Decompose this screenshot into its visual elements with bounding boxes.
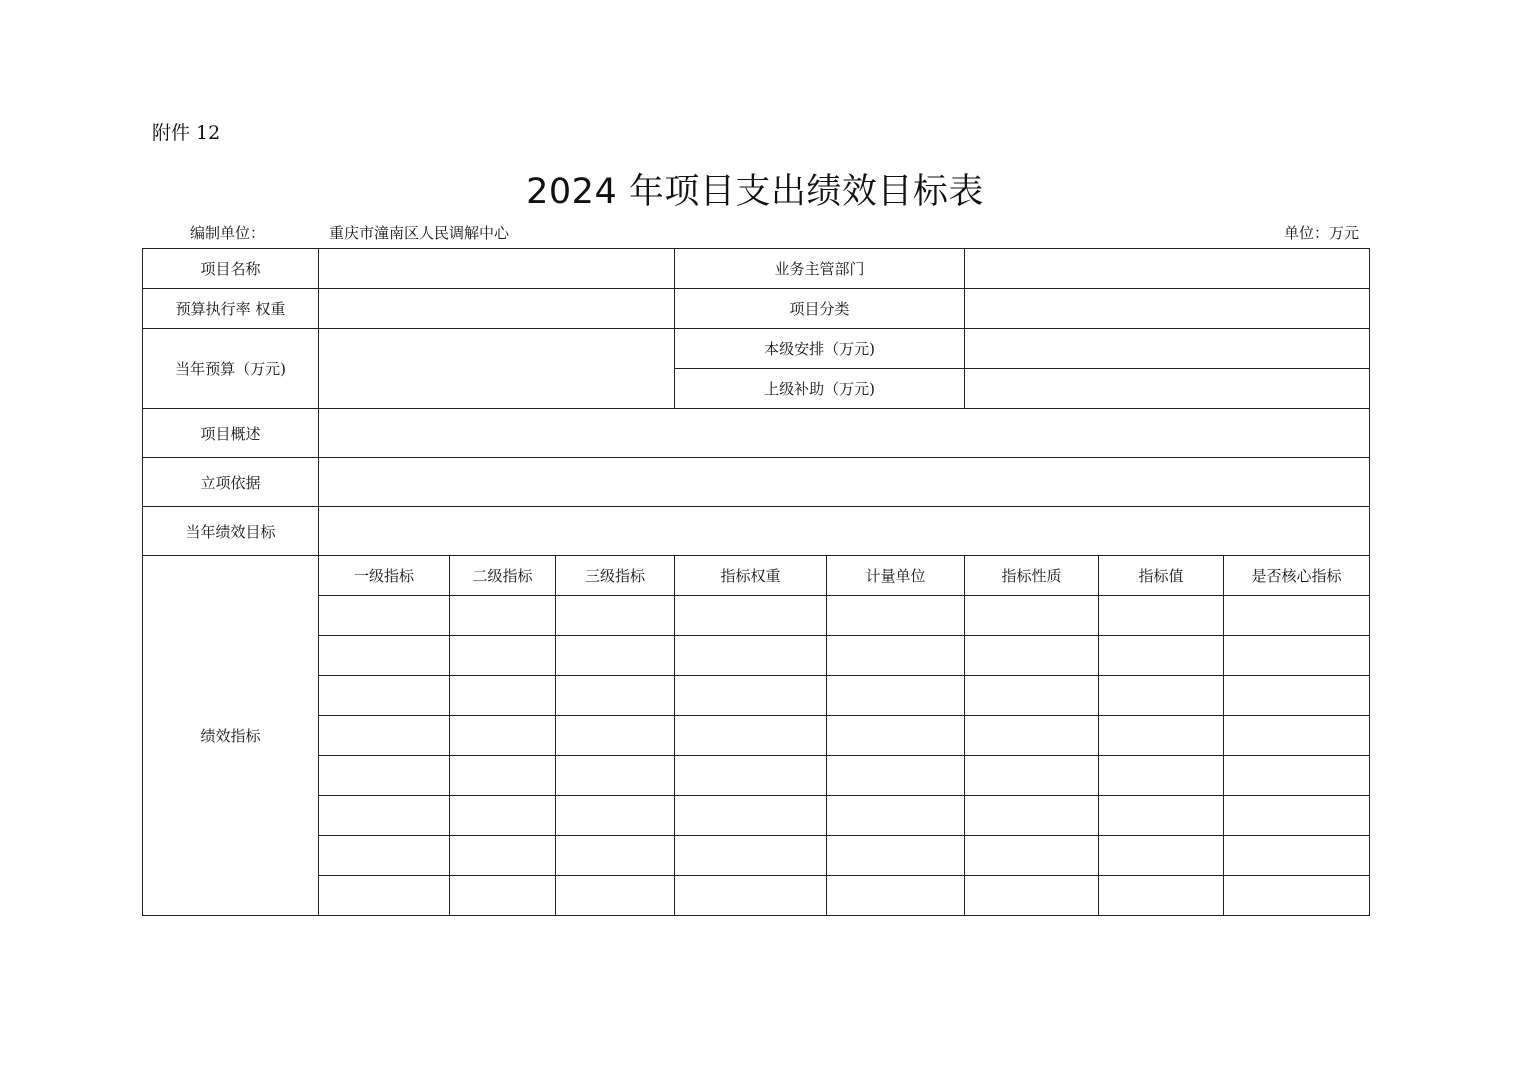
- indicator-cell[interactable]: [965, 796, 1099, 836]
- indicator-cell[interactable]: [827, 836, 965, 876]
- indicator-cell[interactable]: [1224, 876, 1370, 916]
- indicator-cell[interactable]: [827, 796, 965, 836]
- indicator-row: [143, 796, 1370, 836]
- overview-label: 项目概述: [143, 409, 319, 458]
- annual-budget-label: 当年预算（万元): [143, 329, 319, 409]
- column-header: 三级指标: [556, 556, 675, 596]
- superior-subsidy-label: 上级补助（万元): [675, 369, 965, 409]
- column-header: 指标权重: [675, 556, 827, 596]
- column-header: 计量单位: [827, 556, 965, 596]
- indicator-cell[interactable]: [965, 636, 1099, 676]
- indicator-cell[interactable]: [965, 876, 1099, 916]
- indicators-label: 绩效指标: [143, 556, 319, 916]
- indicator-cell[interactable]: [319, 636, 450, 676]
- indicator-cell[interactable]: [450, 836, 556, 876]
- indicator-row: [143, 836, 1370, 876]
- indicator-cell[interactable]: [450, 636, 556, 676]
- indicator-cell[interactable]: [556, 756, 675, 796]
- annual-goal-field[interactable]: [319, 507, 1370, 556]
- project-name-field[interactable]: [319, 249, 675, 289]
- indicator-cell[interactable]: [556, 716, 675, 756]
- indicator-cell[interactable]: [450, 876, 556, 916]
- indicator-cell[interactable]: [965, 676, 1099, 716]
- indicator-row: [143, 716, 1370, 756]
- indicator-cell[interactable]: [1099, 636, 1224, 676]
- indicator-row: [143, 596, 1370, 636]
- indicator-cell[interactable]: [450, 596, 556, 636]
- column-header: 指标性质: [965, 556, 1099, 596]
- indicator-cell[interactable]: [675, 876, 827, 916]
- indicator-cell[interactable]: [675, 756, 827, 796]
- indicator-cell[interactable]: [319, 836, 450, 876]
- indicator-cell[interactable]: [1099, 716, 1224, 756]
- category-field[interactable]: [965, 289, 1370, 329]
- indicator-row: [143, 636, 1370, 676]
- indicator-cell[interactable]: [450, 716, 556, 756]
- org-value: 重庆市潼南区人民调解中心: [329, 224, 510, 242]
- indicator-cell[interactable]: [556, 596, 675, 636]
- indicator-cell[interactable]: [675, 796, 827, 836]
- indicator-cell[interactable]: [1224, 636, 1370, 676]
- indicator-row: [143, 876, 1370, 916]
- indicator-cell[interactable]: [1224, 676, 1370, 716]
- indicator-cell[interactable]: [319, 796, 450, 836]
- indicator-cell[interactable]: [1224, 836, 1370, 876]
- superior-subsidy-field[interactable]: [965, 369, 1370, 409]
- indicator-cell[interactable]: [827, 596, 965, 636]
- indicator-cell[interactable]: [450, 676, 556, 716]
- indicator-cell[interactable]: [556, 836, 675, 876]
- attachment-label: 附件 12: [152, 122, 221, 144]
- indicator-row: [143, 756, 1370, 796]
- indicator-cell[interactable]: [965, 716, 1099, 756]
- column-header: 指标值: [1099, 556, 1224, 596]
- indicator-row: [143, 676, 1370, 716]
- unit-label: 单位：万元: [1283, 224, 1359, 242]
- category-label: 项目分类: [675, 289, 965, 329]
- indicator-cell[interactable]: [319, 876, 450, 916]
- indicator-cell[interactable]: [965, 596, 1099, 636]
- indicator-cell[interactable]: [1099, 676, 1224, 716]
- indicator-cell[interactable]: [675, 716, 827, 756]
- indicator-cell[interactable]: [556, 636, 675, 676]
- indicator-cell[interactable]: [319, 596, 450, 636]
- indicator-cell[interactable]: [827, 716, 965, 756]
- department-label: 业务主管部门: [675, 249, 965, 289]
- local-arrangement-field[interactable]: [965, 329, 1370, 369]
- department-field[interactable]: [965, 249, 1370, 289]
- indicator-cell[interactable]: [450, 756, 556, 796]
- indicator-cell[interactable]: [556, 796, 675, 836]
- indicator-cell[interactable]: [319, 756, 450, 796]
- indicator-cell[interactable]: [827, 676, 965, 716]
- page-title: 2024 年项目支出绩效目标表: [526, 172, 984, 212]
- indicator-cell[interactable]: [1224, 756, 1370, 796]
- indicator-cell[interactable]: [827, 756, 965, 796]
- indicator-cell[interactable]: [556, 876, 675, 916]
- indicator-cell[interactable]: [1099, 836, 1224, 876]
- performance-goal-table: [142, 248, 1370, 916]
- indicator-cell[interactable]: [1099, 756, 1224, 796]
- column-header: 一级指标: [319, 556, 450, 596]
- indicator-cell[interactable]: [675, 836, 827, 876]
- budget-rate-field[interactable]: [319, 289, 675, 329]
- indicator-cell[interactable]: [1099, 876, 1224, 916]
- indicator-cell[interactable]: [319, 676, 450, 716]
- indicator-cell[interactable]: [1224, 796, 1370, 836]
- indicator-cell[interactable]: [675, 676, 827, 716]
- column-header: 是否核心指标: [1224, 556, 1370, 596]
- indicator-cell[interactable]: [675, 636, 827, 676]
- basis-label: 立项依据: [143, 458, 319, 507]
- indicator-cell[interactable]: [1099, 796, 1224, 836]
- indicator-cell[interactable]: [827, 876, 965, 916]
- indicator-cell[interactable]: [675, 596, 827, 636]
- indicator-cell[interactable]: [1099, 596, 1224, 636]
- overview-field[interactable]: [319, 409, 1370, 458]
- basis-field[interactable]: [319, 458, 1370, 507]
- local-arrangement-label: 本级安排（万元): [675, 329, 965, 369]
- project-name-label: 项目名称: [143, 249, 319, 289]
- annual-budget-field[interactable]: [319, 329, 675, 409]
- indicator-cell[interactable]: [827, 636, 965, 676]
- indicator-cell[interactable]: [450, 796, 556, 836]
- annual-goal-label: 当年绩效目标: [143, 507, 319, 556]
- indicator-cell[interactable]: [965, 836, 1099, 876]
- budget-rate-label: 预算执行率 权重: [143, 289, 319, 329]
- org-label: 编制单位：: [190, 224, 266, 242]
- indicator-cell[interactable]: [965, 756, 1099, 796]
- indicator-cell[interactable]: [319, 716, 450, 756]
- indicator-cell[interactable]: [556, 676, 675, 716]
- indicator-cell[interactable]: [1224, 596, 1370, 636]
- column-header: 二级指标: [450, 556, 556, 596]
- indicator-cell[interactable]: [1224, 716, 1370, 756]
